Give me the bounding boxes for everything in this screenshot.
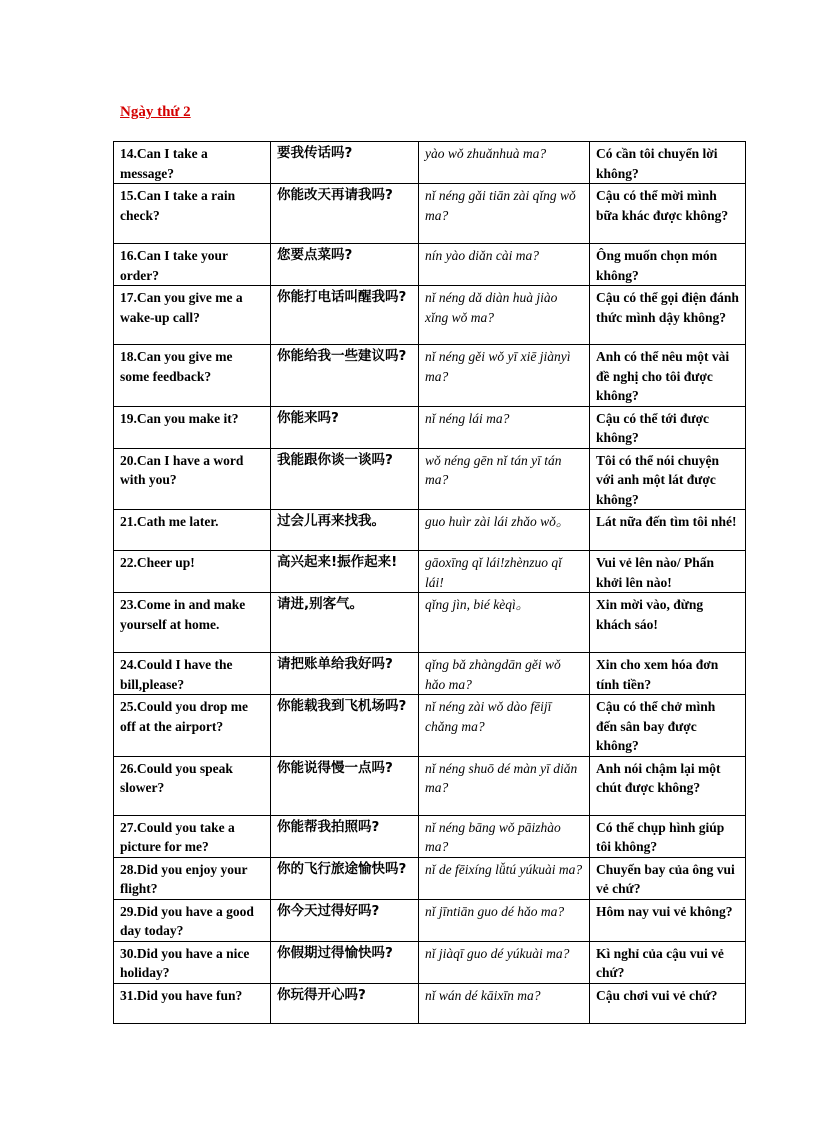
vietnamese-cell: Hôm nay vui vẻ không? (590, 899, 746, 941)
english-cell: 26.Could you speak slower? (114, 756, 271, 815)
vietnamese-cell: Cậu có thể chở mình đến sân bay được không? (590, 695, 746, 757)
chinese-cell: 要我传话吗? (271, 142, 419, 184)
table-row (114, 941, 746, 983)
table-row (114, 653, 746, 695)
chinese-cell: 你今天过得好吗? (271, 899, 419, 941)
chinese-cell: 你假期过得愉快吗? (271, 941, 419, 983)
table-row (114, 406, 746, 448)
table-row (114, 593, 746, 653)
page-title: Ngày thứ 2 (120, 104, 191, 120)
chinese-cell: 你能改天再请我吗? (271, 184, 419, 244)
english-cell: 18.Can you give me some feedback? (114, 345, 271, 407)
english-cell: 14.Can I take a message? (114, 142, 271, 184)
english-cell: 31.Did you have fun? (114, 983, 271, 1023)
chinese-cell: 你能载我到飞机场吗? (271, 695, 419, 757)
english-cell: 23.Come in and make yourself at home. (114, 593, 271, 653)
pinyin-cell: nǐ de fēixíng lǚtú yúkuài ma? (419, 857, 590, 899)
chinese-cell: 你能帮我拍照吗? (271, 815, 419, 857)
english-cell: 19.Can you make it? (114, 406, 271, 448)
phrase-table-body (114, 142, 746, 1024)
chinese-cell: 高兴起来!振作起来! (271, 551, 419, 593)
chinese-cell: 您要点菜吗? (271, 244, 419, 286)
pinyin-cell: nǐ néng zài wǒ dào fēijī chǎng ma? (419, 695, 590, 757)
pinyin-cell: nǐ wán dé kāixīn ma? (419, 983, 590, 1023)
vietnamese-cell: Kì nghỉ của cậu vui vẻ chứ? (590, 941, 746, 983)
english-cell: 22.Cheer up! (114, 551, 271, 593)
phrase-table (113, 141, 746, 1024)
chinese-cell: 你能来吗? (271, 406, 419, 448)
chinese-cell: 你能给我一些建议吗? (271, 345, 419, 407)
table-row (114, 815, 746, 857)
vietnamese-cell: Cậu có thể gọi điện đánh thức mình dậy không? (590, 286, 746, 345)
english-cell: 21.Cath me later. (114, 510, 271, 551)
english-cell: 30.Did you have a nice holiday? (114, 941, 271, 983)
pinyin-cell: gāoxīng qǐ lái!zhènzuo qǐ lái! (419, 551, 590, 593)
vietnamese-cell: Có cần tôi chuyển lời không? (590, 142, 746, 184)
english-cell: 20.Can I have a word with you? (114, 448, 271, 510)
english-cell: 28.Did you enjoy your flight? (114, 857, 271, 899)
pinyin-cell: guo huìr zài lái zhǎo wǒ。 (419, 510, 590, 551)
table-row (114, 142, 746, 184)
pinyin-cell: nǐ jīntiān guo dé hǎo ma? (419, 899, 590, 941)
table-row (114, 286, 746, 345)
vietnamese-cell: Cậu chơi vui vẻ chứ? (590, 983, 746, 1023)
pinyin-cell: nǐ néng lái ma? (419, 406, 590, 448)
chinese-cell: 你玩得开心吗? (271, 983, 419, 1023)
english-cell: 27.Could you take a picture for me? (114, 815, 271, 857)
chinese-cell: 我能跟你谈一谈吗? (271, 448, 419, 510)
table-row (114, 244, 746, 286)
english-cell: 15.Can I take a rain check? (114, 184, 271, 244)
chinese-cell: 过会儿再来找我。 (271, 510, 419, 551)
english-cell: 24.Could I have the bill,please? (114, 653, 271, 695)
pinyin-cell: nǐ néng bāng wǒ pāizhào ma? (419, 815, 590, 857)
table-row (114, 184, 746, 244)
chinese-cell: 请进,别客气。 (271, 593, 419, 653)
vietnamese-cell: Anh nói chậm lại một chút được không? (590, 756, 746, 815)
vietnamese-cell: Xin mời vào, đừng khách sáo! (590, 593, 746, 653)
table-row (114, 899, 746, 941)
pinyin-cell: nǐ néng shuō dé màn yī diǎn ma? (419, 756, 590, 815)
chinese-cell: 你的飞行旅途愉快吗? (271, 857, 419, 899)
vietnamese-cell: Cậu có thể tới được không? (590, 406, 746, 448)
pinyin-cell: nǐ néng dǎ diàn huà jiào xǐng wǒ ma? (419, 286, 590, 345)
table-row (114, 345, 746, 407)
english-cell: 17.Can you give me a wake-up call? (114, 286, 271, 345)
vietnamese-cell: Xin cho xem hóa đơn tính tiền? (590, 653, 746, 695)
vietnamese-cell: Ông muốn chọn món không? (590, 244, 746, 286)
english-cell: 29.Did you have a good day today? (114, 899, 271, 941)
pinyin-cell: qǐng bǎ zhàngdān gěi wǒ hǎo ma? (419, 653, 590, 695)
table-row (114, 551, 746, 593)
vietnamese-cell: Lát nữa đến tìm tôi nhé! (590, 510, 746, 551)
pinyin-cell: wǒ néng gēn nǐ tán yī tán ma? (419, 448, 590, 510)
chinese-cell: 你能说得慢一点吗? (271, 756, 419, 815)
table-row (114, 983, 746, 1023)
vietnamese-cell: Vui vẻ lên nào/ Phấn khởi lên nào! (590, 551, 746, 593)
chinese-cell: 请把账单给我好吗? (271, 653, 419, 695)
pinyin-cell: nǐ néng gǎi tiān zài qǐng wǒ ma? (419, 184, 590, 244)
table-row (114, 510, 746, 551)
vietnamese-cell: Anh có thể nêu một vài đề nghị cho tôi được không? (590, 345, 746, 407)
chinese-cell: 你能打电话叫醒我吗? (271, 286, 419, 345)
vietnamese-cell: Cậu có thể mời mình bữa khác được không? (590, 184, 746, 244)
table-row (114, 756, 746, 815)
pinyin-cell: qǐng jìn, bié kèqì。 (419, 593, 590, 653)
pinyin-cell: nǐ jiàqī guo dé yúkuài ma? (419, 941, 590, 983)
vietnamese-cell: Tôi có thể nói chuyện với anh một lát được không? (590, 448, 746, 510)
english-cell: 25.Could you drop me off at the airport? (114, 695, 271, 757)
table-row (114, 857, 746, 899)
vietnamese-cell: Có thể chụp hình giúp tôi không? (590, 815, 746, 857)
table-row (114, 448, 746, 510)
pinyin-cell: nín yào diǎn cài ma? (419, 244, 590, 286)
vietnamese-cell: Chuyến bay của ông vui vẻ chứ? (590, 857, 746, 899)
english-cell: 16.Can I take your order? (114, 244, 271, 286)
table-row (114, 695, 746, 757)
pinyin-cell: nǐ néng gěi wǒ yī xiē jiànyì ma? (419, 345, 590, 407)
pinyin-cell: yào wǒ zhuǎnhuà ma? (419, 142, 590, 184)
